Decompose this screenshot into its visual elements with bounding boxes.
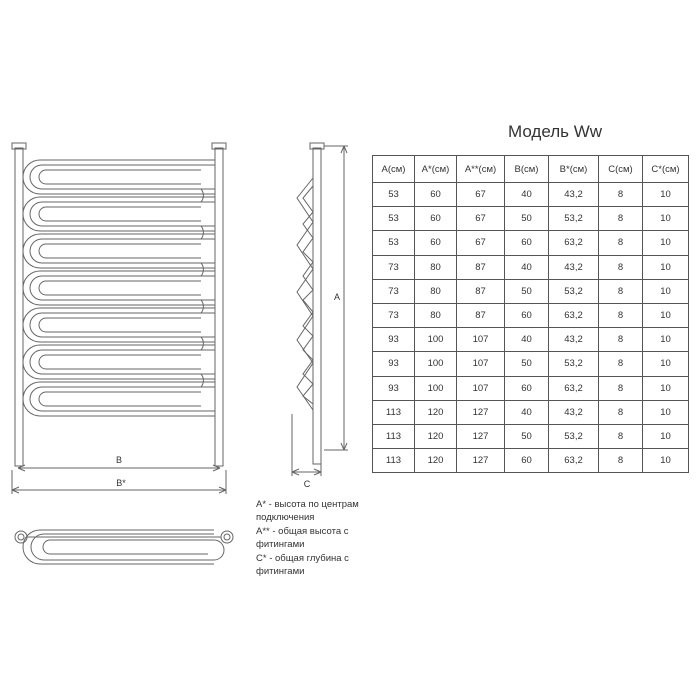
table-row: [373, 376, 689, 400]
table-cell: 127: [457, 449, 505, 473]
table-cell: 43,2: [549, 183, 599, 207]
table-cell: 60: [505, 231, 549, 255]
note-line: A* - высота по центрам: [256, 499, 359, 510]
table-cell: 8: [599, 449, 643, 473]
side-profile-zigzag: [297, 178, 313, 410]
table-header-row: [373, 156, 689, 183]
table-row: [373, 207, 689, 231]
table-row: [373, 449, 689, 473]
heating-loop: [39, 392, 201, 406]
table-cell: 8: [599, 400, 643, 424]
table-cell: 40: [505, 183, 549, 207]
table-row: [373, 424, 689, 448]
table-cell: 10: [643, 449, 689, 473]
table-cell: 8: [599, 255, 643, 279]
table-cell: 8: [599, 183, 643, 207]
table-cell: 53,2: [549, 424, 599, 448]
table-cell: 40: [505, 328, 549, 352]
table-cell: 67: [457, 183, 505, 207]
table-cell: 120: [415, 449, 457, 473]
table-cell: 10: [643, 183, 689, 207]
table-row: [373, 231, 689, 255]
heating-loop-bend: [201, 374, 203, 387]
heating-loop: [39, 355, 201, 369]
side-collector: [313, 148, 321, 464]
table-cell: 43,2: [549, 328, 599, 352]
heating-loop-bend: [201, 189, 203, 202]
table-cell: 50: [505, 352, 549, 376]
heating-loop-bend: [201, 300, 203, 313]
table-cell: 63,2: [549, 303, 599, 327]
table-cell: 40: [505, 255, 549, 279]
table-cell: 100: [415, 376, 457, 400]
top-left-fitting: [15, 531, 27, 543]
table-header-cell: C(см): [599, 156, 643, 183]
left-collector: [15, 148, 23, 466]
table-cell: 10: [643, 328, 689, 352]
table-cell: 40: [505, 400, 549, 424]
heating-loop: [30, 165, 215, 189]
table-cell: 8: [599, 424, 643, 448]
top-view-drawing: [15, 530, 233, 564]
table-cell: 93: [373, 352, 415, 376]
table-cell: 63,2: [549, 449, 599, 473]
heating-loop: [39, 207, 201, 221]
note-line: фитингами: [256, 539, 305, 551]
table-cell: 10: [643, 400, 689, 424]
table-cell: 53: [373, 183, 415, 207]
table-cell: 100: [415, 352, 457, 376]
heating-loop: [30, 239, 215, 263]
heating-loop: [39, 281, 201, 295]
table-cell: 93: [373, 376, 415, 400]
table-cell: 120: [415, 400, 457, 424]
table-row: [373, 352, 689, 376]
table-cell: 43,2: [549, 255, 599, 279]
table-cell: 8: [599, 279, 643, 303]
table-header-cell: B*(см): [549, 156, 599, 183]
table-cell: 60: [505, 376, 549, 400]
table-cell: 87: [457, 279, 505, 303]
table-cell: 50: [505, 424, 549, 448]
heating-loop: [30, 350, 215, 374]
table-cell: 8: [599, 231, 643, 255]
model-title: Модель Ww: [508, 122, 603, 141]
table-cell: 80: [415, 255, 457, 279]
table-cell: 8: [599, 352, 643, 376]
heating-loop: [30, 387, 215, 411]
table-cell: 8: [599, 303, 643, 327]
heating-loop-bend: [201, 226, 203, 239]
heating-loop: [39, 244, 201, 258]
right-collector: [215, 148, 223, 466]
front-view-drawing: [12, 143, 226, 494]
table-cell: 8: [599, 328, 643, 352]
note-line: подключения: [256, 512, 315, 524]
table-row: [373, 303, 689, 327]
table-cell: 43,2: [549, 400, 599, 424]
table-cell: 60: [415, 207, 457, 231]
table-cell: 113: [373, 400, 415, 424]
table-cell: 113: [373, 449, 415, 473]
table-cell: 73: [373, 255, 415, 279]
table-header-cell: A*(см): [415, 156, 457, 183]
table-cell: 60: [415, 183, 457, 207]
heating-loop: [30, 276, 215, 300]
table-cell: 63,2: [549, 376, 599, 400]
note-line: C* - общая глубина с: [256, 552, 349, 564]
table-cell: 80: [415, 279, 457, 303]
table-header-cell: A**(см): [457, 156, 505, 183]
dimension-b-star-label: B*: [116, 478, 126, 488]
table-cell: 120: [415, 424, 457, 448]
table-cell: 63,2: [549, 231, 599, 255]
table-cell: 73: [373, 303, 415, 327]
table-cell: 67: [457, 231, 505, 255]
dimension-c-label: C: [303, 479, 311, 489]
table-cell: 107: [457, 328, 505, 352]
table-header-cell: B(см): [505, 156, 549, 183]
table-row: [373, 183, 689, 207]
table-cell: 80: [415, 303, 457, 327]
table-cell: 10: [643, 255, 689, 279]
table-cell: 87: [457, 303, 505, 327]
dimension-a-label: A: [333, 292, 341, 302]
table-cell: 127: [457, 400, 505, 424]
table-cell: 10: [643, 376, 689, 400]
table-cell: 73: [373, 279, 415, 303]
table-cell: 60: [505, 303, 549, 327]
table-header-cell: C*(см): [643, 156, 689, 183]
table-cell: 53: [373, 207, 415, 231]
table-cell: 100: [415, 328, 457, 352]
table-row: [373, 400, 689, 424]
heating-loop-bend: [201, 263, 203, 276]
table-cell: 53,2: [549, 279, 599, 303]
table-header-cell: A(см): [373, 156, 415, 183]
table-cell: 10: [643, 231, 689, 255]
top-right-fitting: [221, 531, 233, 543]
note-line: фитингами: [256, 566, 305, 578]
side-view-drawing: [292, 143, 348, 476]
table-cell: 60: [415, 231, 457, 255]
table-cell: 107: [457, 352, 505, 376]
heating-loop: [30, 202, 215, 226]
table-cell: 10: [643, 207, 689, 231]
table-cell: 53,2: [549, 207, 599, 231]
table-cell: 93: [373, 328, 415, 352]
spec-table: [372, 155, 689, 473]
table-cell: 10: [643, 303, 689, 327]
table-cell: 60: [505, 449, 549, 473]
table-cell: 107: [457, 376, 505, 400]
heating-loop: [30, 313, 215, 337]
table-row: [373, 328, 689, 352]
table-cell: 50: [505, 207, 549, 231]
heating-loop: [39, 170, 201, 184]
table-row: [373, 255, 689, 279]
table-cell: 87: [457, 255, 505, 279]
heating-loop-bend: [201, 337, 203, 350]
heating-loop: [39, 318, 201, 332]
table-cell: 8: [599, 207, 643, 231]
table-row: [373, 279, 689, 303]
table-cell: 10: [643, 279, 689, 303]
table-cell: 8: [599, 376, 643, 400]
table-cell: 67: [457, 207, 505, 231]
notes-block: [256, 498, 359, 578]
table-cell: 113: [373, 424, 415, 448]
note-line: A** - общая высота с: [256, 525, 349, 537]
table-cell: 53: [373, 231, 415, 255]
table-cell: 50: [505, 279, 549, 303]
table-cell: 127: [457, 424, 505, 448]
dimension-b-label: B: [115, 455, 123, 465]
table-cell: 10: [643, 352, 689, 376]
table-cell: 53,2: [549, 352, 599, 376]
table-cell: 10: [643, 424, 689, 448]
